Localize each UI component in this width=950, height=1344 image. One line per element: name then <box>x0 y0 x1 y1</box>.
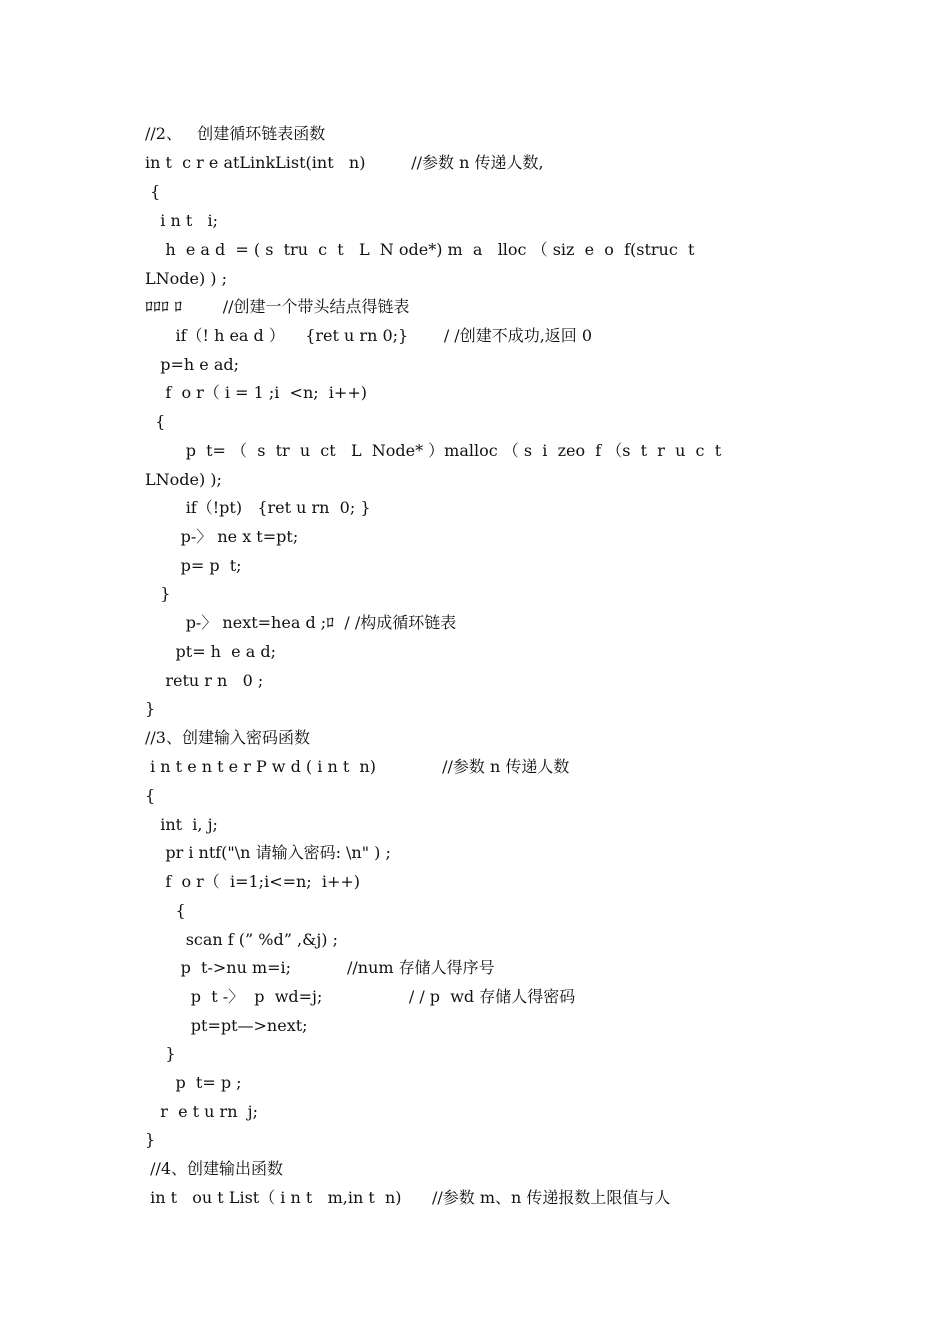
code-line: //3、创建输入密码函数 <box>145 728 310 747</box>
code-line: pt=pt—>next; <box>145 1016 308 1035</box>
code-line: if（!pt) {ret u rn 0; } <box>145 498 371 517</box>
code-line: i n t e n t e r P w d ( i n t n) //参数 n 传递人数 <box>145 757 570 776</box>
code-line: if（! h ea d ） {ret u rn 0;} / /创建不成功,返回 0 <box>145 326 593 345</box>
code-line: in t ou t List（ i n t m,in t n) //参数 m、n 传递报数上限值与人 <box>145 1188 671 1207</box>
code-line: pr i ntf("\n 请输入密码: \n" ) ; <box>145 843 391 862</box>
code-line: i n t i; <box>145 211 219 230</box>
code-line: h e a d = ( s tru c t L N ode*) m a lloc （ siz e o f(struc t <box>145 240 695 259</box>
code-line: //4、创建输出函数 <box>145 1159 284 1178</box>
code-line: p t->nu m=i; //num 存储人得序号 <box>145 958 495 977</box>
code-line: f o r（ i = 1 ;i <n; i++) <box>145 383 367 402</box>
code-line: in t c r e atLinkList(int n) //参数 n 传递人数, <box>145 153 544 172</box>
code-line: LNode) ) ; <box>145 269 228 288</box>
code-line: { <box>145 786 156 805</box>
code-line: { <box>145 901 186 920</box>
code-line: p=h e ad; <box>145 355 240 374</box>
code-line: p-〉 next=hea d ;ﾛ / /构成循环链表 <box>145 613 457 632</box>
code-line: p= p t; <box>145 556 242 575</box>
code-line: { <box>145 182 161 201</box>
code-line: { <box>145 412 166 431</box>
code-line: p t= p ; <box>145 1073 242 1092</box>
code-line: p t= （ s tr u ct L Node* ）malloc （ s i zeo f （s t r u c t <box>145 441 722 460</box>
code-line: pt= h e a d; <box>145 642 276 661</box>
code-line: r e t u rn j; <box>145 1102 259 1121</box>
code-line: //2、 创建循环链表函数 <box>145 124 326 143</box>
code-line: int i, j; <box>145 815 218 834</box>
code-line: scan f (” %d” ,&j) ; <box>145 930 339 949</box>
code-line: p t -〉 p wd=j; / / p wd 存储人得密码 <box>145 987 576 1006</box>
code-line: } <box>145 1130 156 1149</box>
code-line: ﾛﾛﾛ ﾛ //创建一个带头结点得链表 <box>145 297 410 316</box>
code-line: retu r n 0 ; <box>145 671 264 690</box>
code-line: } <box>145 584 171 603</box>
code-line: } <box>145 1044 176 1063</box>
code-line: LNode) ); <box>145 470 222 489</box>
code-line: } <box>145 699 156 718</box>
code-line: p-〉 ne x t=pt; <box>145 527 299 546</box>
code-line: f o r（ i=1;i<=n; i++) <box>145 872 361 891</box>
